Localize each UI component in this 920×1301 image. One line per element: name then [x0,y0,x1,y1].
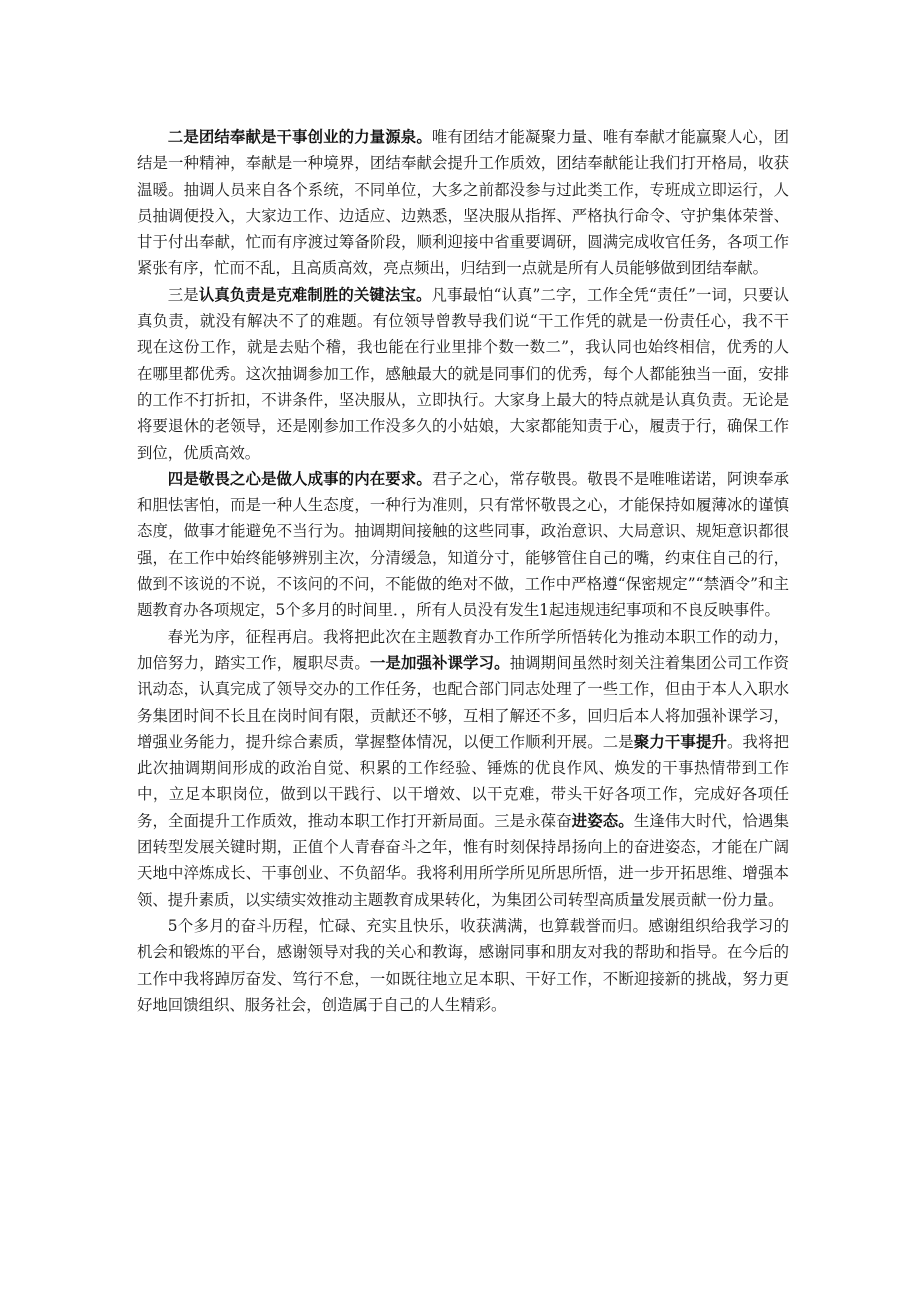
paragraph-heading: 四是敬畏之心是做人成事的内在要求。 [167,469,432,488]
paragraph-unity [137,124,789,282]
paragraph-closing [137,913,789,1018]
paragraph-text: 凡事最怕“认真”二字，工作全凭“责任”一词，只要认真负责，就没有解决不了的难题。有位领导曾教导我们说“干工作凭的就是一份责任心，我不干现在这份工作，就是去贴个稽，我也能在行业里排个数一数二”，我认同也始终相信，优秀的人在哪里都优秀。这次抽调参加工作，感触最大的就是同事们的优秀，每个人都能独当一面，安排的工作不打折扣，不讲条件，坚决服从，立即执行。大家身上最大的特点就是认真负责。无论是将要退休的老领导，还是刚参加工作没多久的小姑娘，大家都能知责于心，履责于行，确保工作到位，优质高效。 [137,285,789,462]
paragraph-responsibility [137,282,789,466]
document-body [137,124,789,1018]
paragraph-prefix: 春光为序，征程再启。我将把此次在主题教育办工作所学所悟转化为推动本职工作的动力，加倍努力，踏实工作，履职尽责。 [137,627,789,672]
paragraph-text-2: 。我将把此次抽调期间形成的政治自觉、积累的工作经验、锤炼的优良作风、焕发的干事热情带到工作中，立足本职岗位，做到以干践行、以干增效、以干克难，带头干好各项工作，完成好各项任务，全面提升工作质效，推动本职工作打开新局面。三是永葆奋 [137,732,789,830]
paragraph-text: 君子之心，常存敬畏。敬畏不是唯唯诺诺，阿谀奉承和胆怯害怕，而是一种人生态度，一种行为准则，只有常怀敬畏之心，才能保持如履薄冰的谨慎态度，做事才能避免不当行为。抽调期间接触的这些同事，政治意识、大局意识、规矩意识都很强，在工作中始终能够辨别主次，分清缓急，知道分寸，能够管住自己的嘴，约束住自己的行，做到不该说的不说，不该问的不问，不能做的绝对不做，工作中严格遵“保密规定”“禁酒令”和主题教育办各项规定，5个多月的时间里．，所有人员没有发生1起违规违纪事项和不良反映事件。 [137,469,789,620]
paragraph-heading: 认真负责是克难制胜的关键法宝。 [198,285,432,304]
paragraph-prefix: 三是 [167,285,199,304]
paragraph-reverence [137,466,789,624]
paragraph-heading-3: 进姿态。 [571,811,634,830]
paragraph-text: 唯有团结才能凝聚力量、唯有奉献才能赢聚人心，团结是一种精神，奉献是一种境界，团结奉献会提升工作质效，团结奉献能让我们打开格局，收获温暖。抽调人员来自各个系统，不同单位，大多之前都没参与过此类工作，专班成立即运行，人员抽调便投入，大家边工作、边适应、边熟悉，坚决服从指挥、严格执行命令、守护集体荣誉、甘于付出奉献，忙而有序渡过筹备阶段，顺利迎接中省重要调研，圆满完成收官任务，各项工作紧张有序，忙而不乱，且高质高效，亮点频出，归结到一点就是所有人员能够做到团结奉献。 [137,128,789,278]
paragraph-text: 抽调期间虽然时刻关注着集团公司工作资讯动态，认真完成了领导交办的工作任务，也配合部门同志处理了一些工作，但由于本人入职水务集团时间不长且在岗时间有限，贡献还不够，互相了解还不多，回归后本人将加强补课学习，增强业务能力，提升综合素质，掌握整体情况，以便工作顺利开展。二是 [137,653,789,751]
paragraph-plans [137,624,789,913]
paragraph-text: 5个多月的奋斗历程，忙碌、充实且快乐，收获满满，也算载誉而归。感谢组织给我学习的机会和锻炼的平台，感谢领导对我的关心和教诲，感谢同事和朋友对我的帮助和指导。在今后的工作中我将踔厉奋发、笃行不怠，一如既往地立足本职、干好工作，不断迎接新的挑战，努力更好地回馈组织、服务社会，创造属于自己的人生精彩。 [137,916,789,1014]
paragraph-heading-2: 聚力干事提升 [633,732,727,751]
paragraph-heading: 一是加强补课学习。 [369,653,510,672]
paragraph-heading: 二是团结奉献是干事创业的力量源泉。 [167,128,432,146]
paragraph-text-3: 生逢伟大时代，恰遇集团转型发展关键时期，正值个人青春奋斗之年，惟有时刻保持昂扬向上的奋进姿态，才能在广阔天地中淬炼成长、干事创业、不负韶华。我将利用所学所见所思所悟，进一步开拓思维、增强本领、提升素质，以实绩实效推动主题教育成果转化，为集团公司转型高质量发展贡献一份力量。 [137,811,789,909]
